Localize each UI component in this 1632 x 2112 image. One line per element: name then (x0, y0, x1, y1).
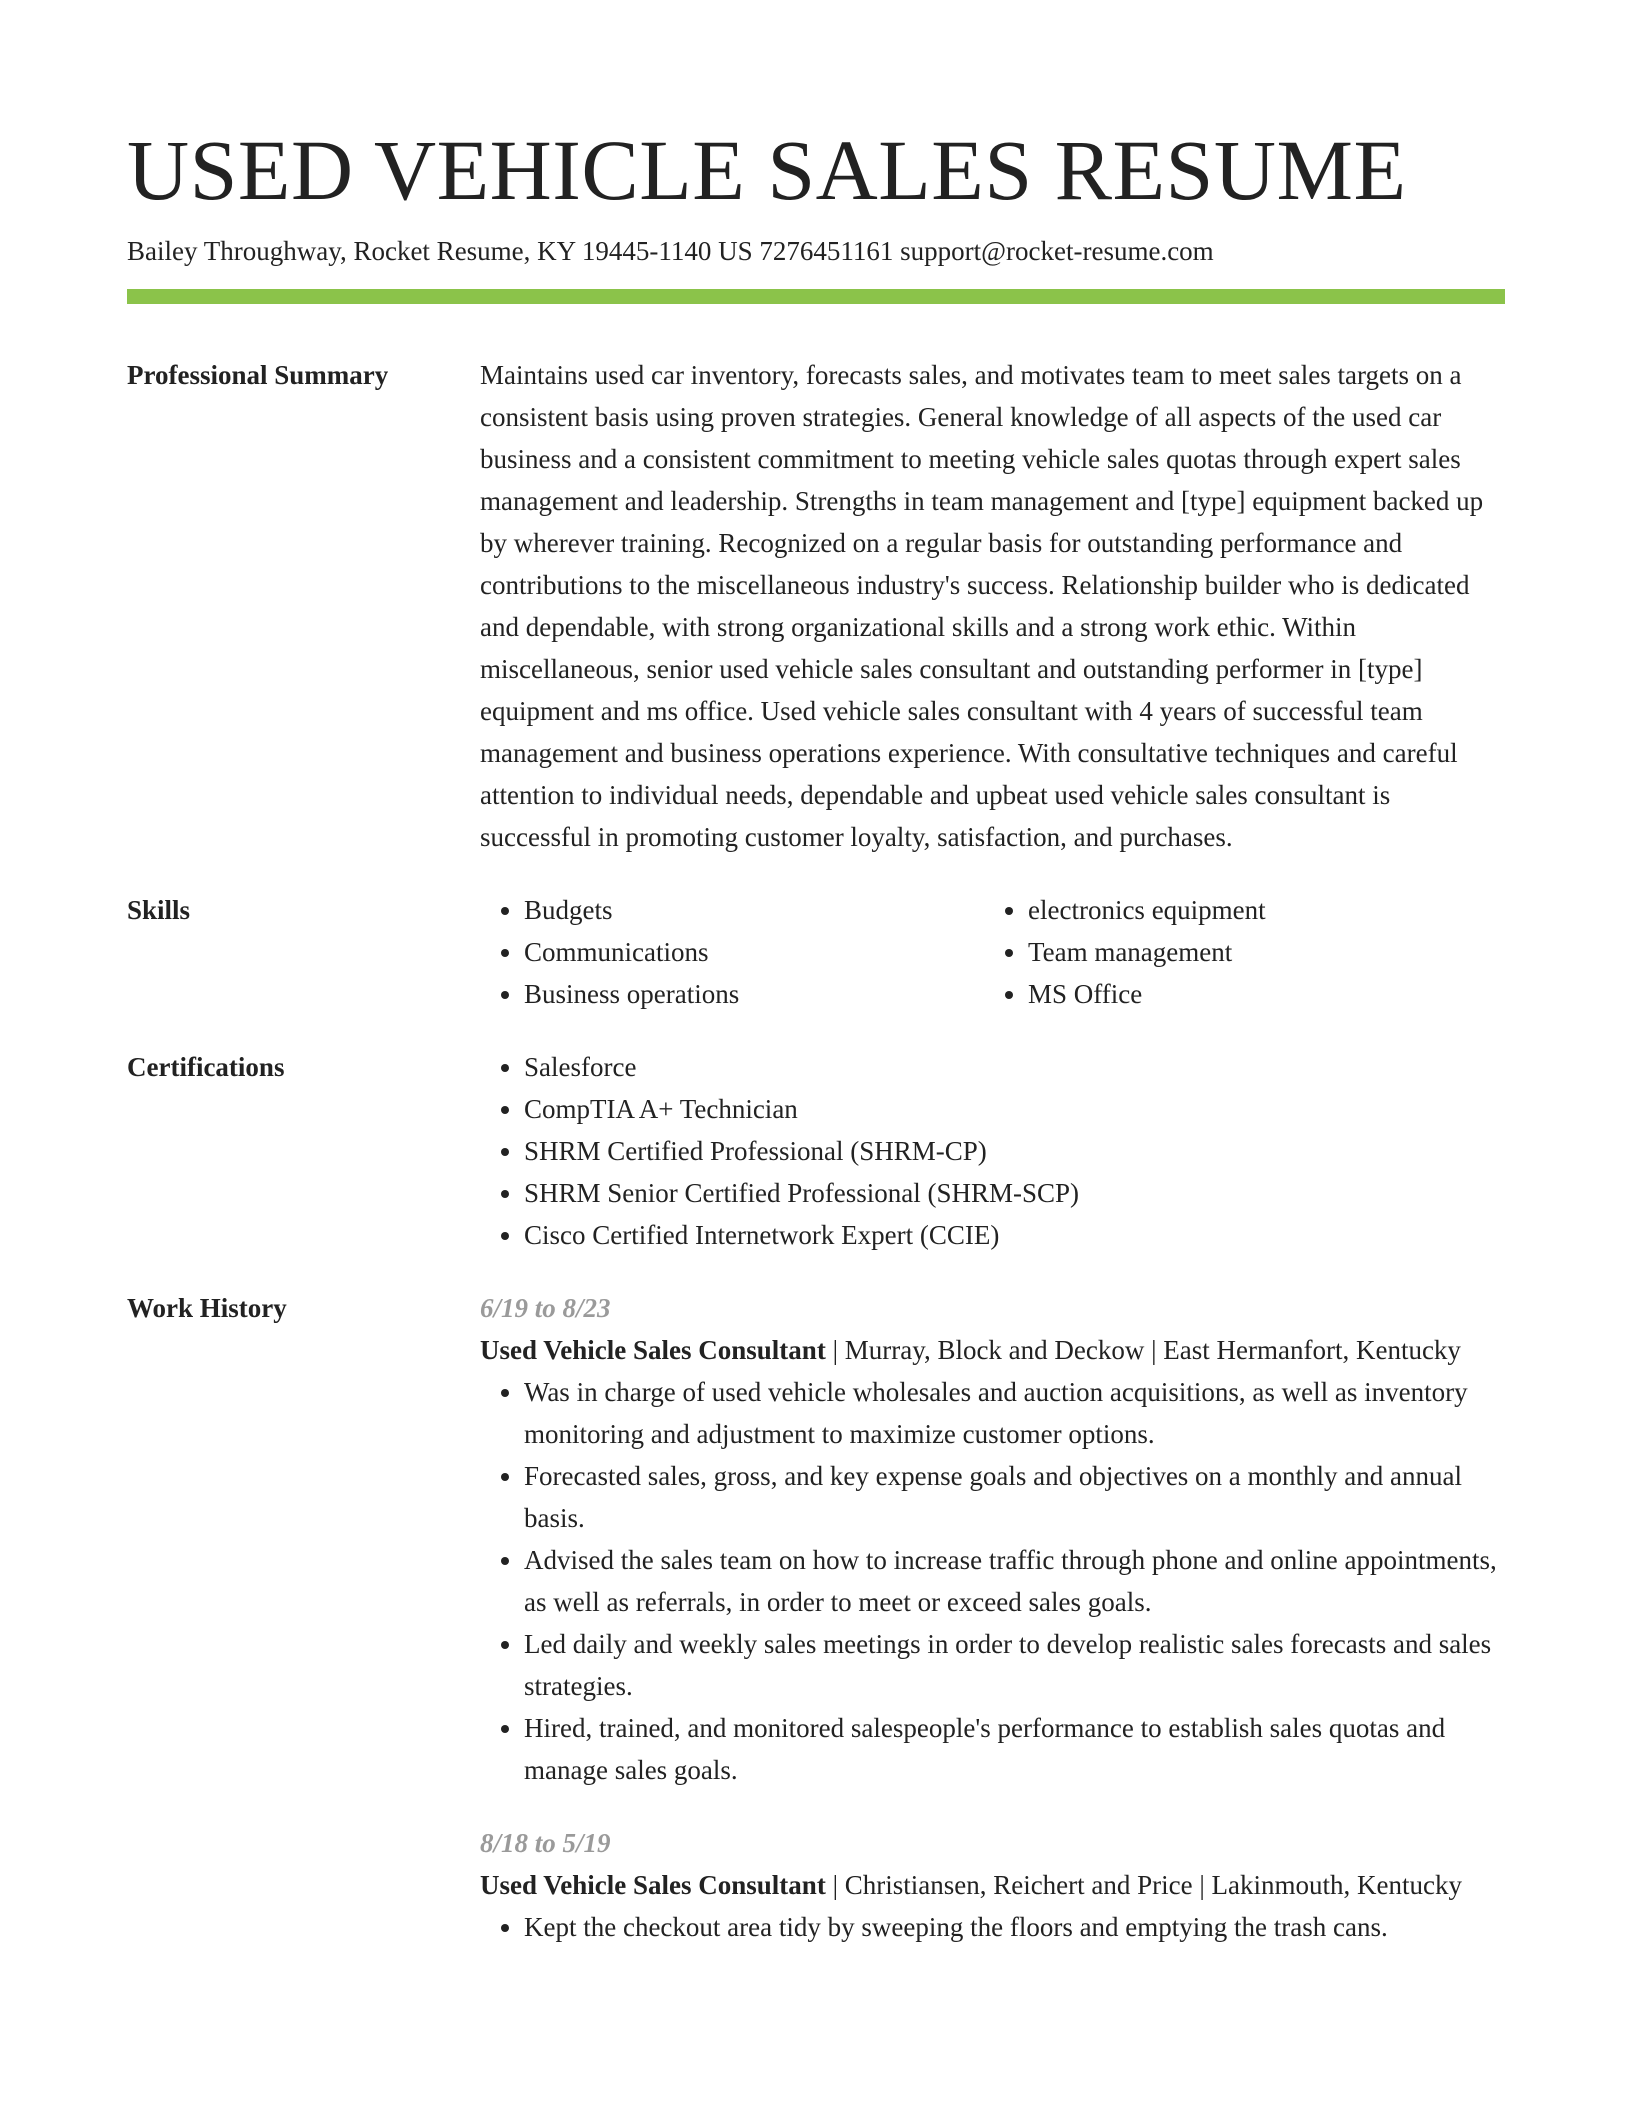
summary-section (127, 354, 1505, 858)
work-history-heading: Work History (127, 1293, 287, 1323)
certifications-heading: Certifications (127, 1052, 285, 1082)
skills-column-2 (984, 889, 1488, 1015)
skill-item: • Budgets (524, 889, 984, 931)
certification-item: • Salesforce (524, 1046, 1505, 1088)
job-dates: 8/18 to 5/19 (480, 1828, 611, 1858)
job-employer-location: | Christiansen, Reichert and Price | Lakinmouth, Kentucky (825, 1870, 1462, 1900)
certification-item: • SHRM Senior Certified Professional (SHRM-SCP) (524, 1172, 1505, 1214)
skills-heading: Skills (127, 895, 191, 925)
resume-title: USED VEHICLE SALES RESUME (127, 122, 1407, 218)
job-entry (480, 1287, 1505, 1791)
skill-item: • Team management (1028, 931, 1488, 973)
resume-page (127, 0, 1505, 1948)
summary-text: Maintains used car inventory, forecasts sales, and motivates team to meet sales targets on a consistent basis using proven strategies. General knowledge of all aspects of the used car business and a consistent commitment to meeting vehicle sales quotas through expert sales management and leadership. Strengths in team management and [type] equipment backed up by wherever training. Recognized on a regular basis for outstanding performance and contributions to the miscellaneous industry's success. Relationship builder who is dedicated and dependable, with strong organizational skills and a strong work ethic. Within miscellaneous, senior used vehicle sales consultant and outstanding performer in [type] equipment and ms office. Used vehicle sales consultant with 4 years of successful team management and business operations experience. With consultative techniques and careful attention to individual needs, dependable and upbeat used vehicle sales consultant is successful in promoting customer loyalty, satisfaction, and purchases. (480, 360, 1484, 852)
job-duty: • Advised the sales team on how to increase traffic through phone and online appointments, as well as referrals, in order to meet or exceed sales goals. (524, 1539, 1505, 1623)
job-duty: • Kept the checkout area tidy by sweeping the floors and emptying the trash cans. (524, 1906, 1505, 1948)
contact-info: Bailey Throughway, Rocket Resume, KY 19445-1140 US 7276451161 support@rocket-resume.com (127, 236, 1214, 266)
work-history-section (127, 1287, 1505, 1948)
header-divider (127, 289, 1505, 304)
job-entry (480, 1822, 1505, 1948)
job-title: Used Vehicle Sales Consultant (480, 1335, 826, 1365)
certifications-section (127, 1046, 1505, 1256)
certification-item: • SHRM Certified Professional (SHRM-CP) (524, 1130, 1505, 1172)
job-title-line (480, 1864, 1505, 1906)
job-duty: • Forecasted sales, gross, and key expense goals and objectives on a monthly and annual basis. (524, 1455, 1505, 1539)
job-employer-location: | Murray, Block and Deckow | East Hermanfort, Kentucky (825, 1335, 1461, 1365)
job-duty: • Hired, trained, and monitored salespeople's performance to establish sales quotas and manage sales goals. (524, 1707, 1505, 1791)
summary-heading: Professional Summary (127, 360, 389, 390)
skills-grid (480, 889, 1505, 1015)
job-duties-list (480, 1906, 1505, 1948)
skill-item: • MS Office (1028, 973, 1488, 1015)
job-duty: • Was in charge of used vehicle wholesales and auction acquisitions, as well as inventory monitoring and adjustment to maximize customer options. (524, 1371, 1505, 1455)
job-dates: 6/19 to 8/23 (480, 1293, 611, 1323)
skill-item: • Business operations (524, 973, 984, 1015)
certification-item: • CompTIA A+ Technician (524, 1088, 1505, 1130)
skills-column-1 (480, 889, 984, 1015)
job-title-line (480, 1329, 1505, 1371)
job-duty: • Led daily and weekly sales meetings in order to develop realistic sales forecasts and sales strategies. (524, 1623, 1505, 1707)
skills-section (127, 889, 1505, 1015)
certifications-list (480, 1046, 1505, 1256)
certification-item: • Cisco Certified Internetwork Expert (CCIE) (524, 1214, 1505, 1256)
job-duties-list (480, 1371, 1505, 1791)
skill-item: • electronics equipment (1028, 889, 1488, 931)
skill-item: • Communications (524, 931, 984, 973)
job-title: Used Vehicle Sales Consultant (480, 1870, 826, 1900)
